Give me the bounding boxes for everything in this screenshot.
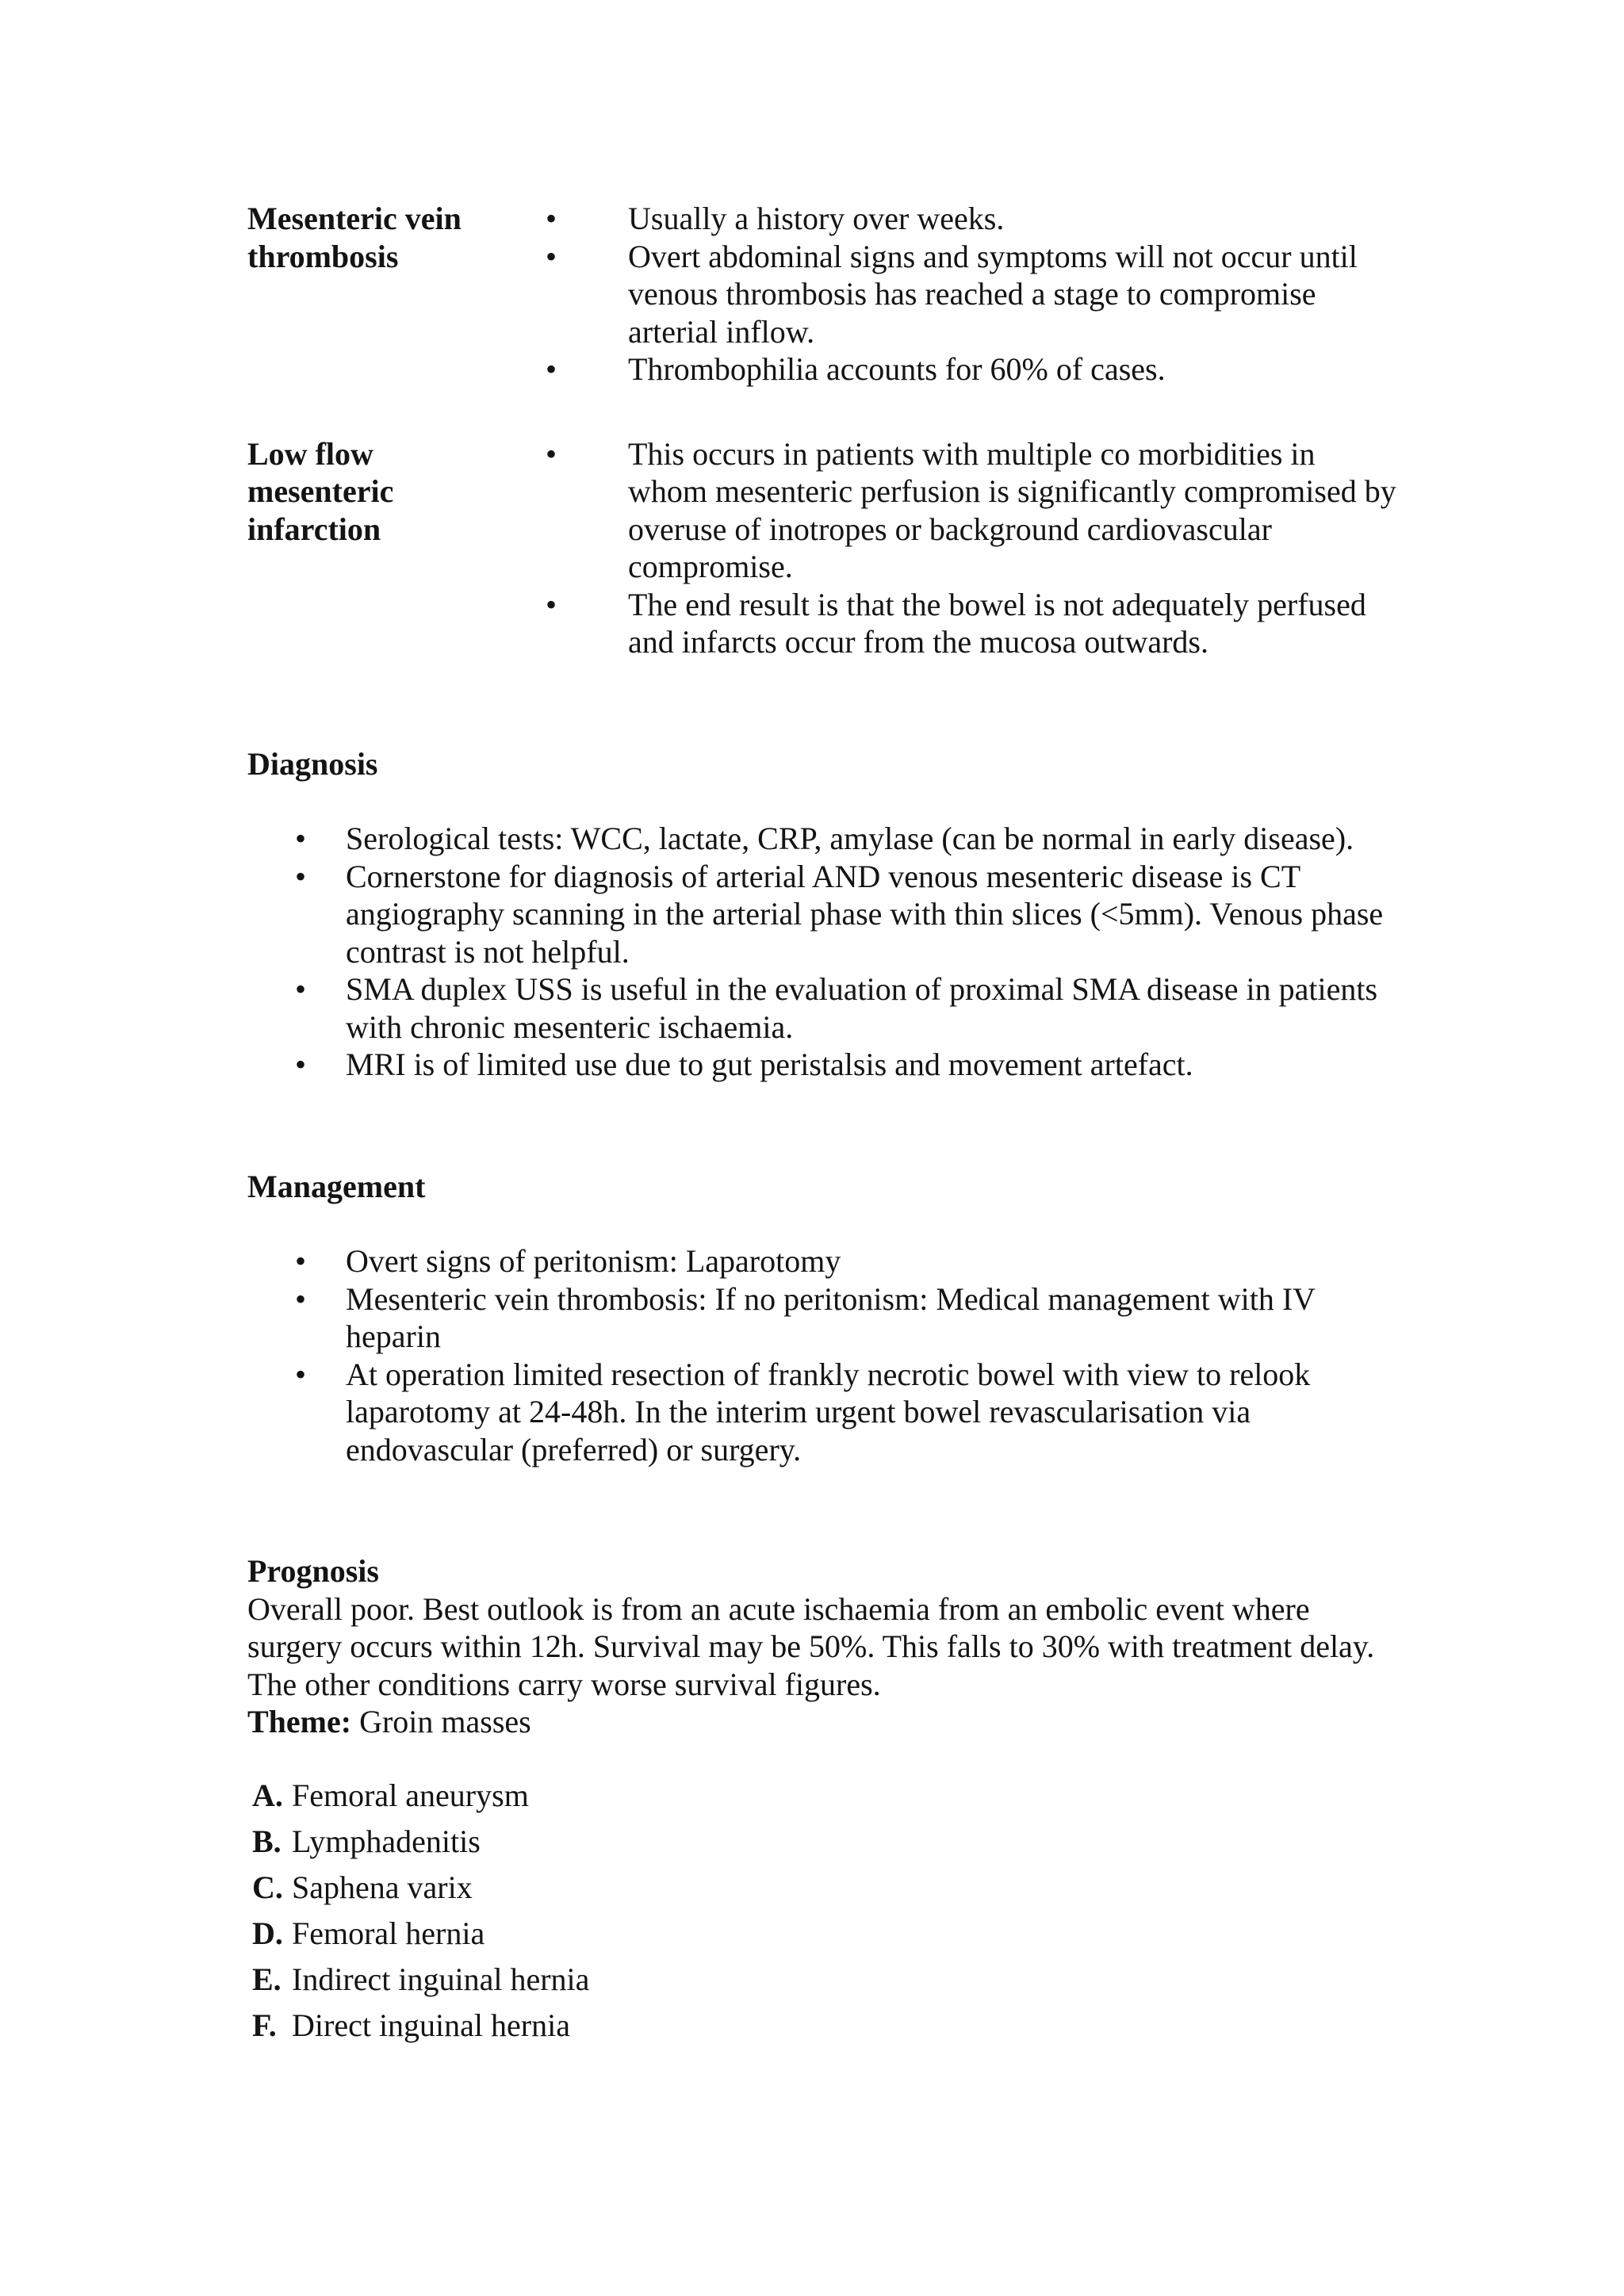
option-text: Direct inguinal hernia: [292, 2007, 570, 2043]
option-letter: D.: [252, 1915, 283, 1951]
list-item: • At operation limited resection of frankly necrotic bowel with view to relook laparotomy at 24-48h. In the interim urgent bowel revascularisation via endovascular (preferred) or surgery.: [247, 1356, 1397, 1469]
list-item: • Overt signs of peritonism: Laparotomy: [247, 1242, 1397, 1280]
section-heading: Prognosis: [247, 1553, 379, 1589]
option-letter: C.: [252, 1869, 283, 1905]
list-item: • Usually a history over weeks.: [561, 200, 1397, 238]
option-text: Femoral aneurysm: [292, 1777, 529, 1813]
condition-label-line: mesenteric: [247, 473, 394, 509]
option-text: Saphena varix: [292, 1869, 473, 1905]
diagnosis-section: [247, 745, 1397, 1084]
list-item: • This occurs in patients with multiple co morbidities in whom mesenteric perfusion is significantly compromised by overuse of inotropes or background cardiovascular compromise.: [561, 435, 1397, 586]
condition-label: [247, 435, 561, 661]
option-item: [247, 1819, 1397, 1865]
answer-options: [247, 1773, 1397, 2049]
theme-label: Theme:: [247, 1704, 352, 1739]
option-letter: A.: [252, 1777, 283, 1813]
condition-label-line: thrombosis: [247, 238, 399, 274]
prognosis-text: Overall poor. Best outlook is from an acute ischaemia from an embolic event where surgery occurs within 12h. Survival may be 50%. This falls to 30% with treatment delay. The other conditions carry worse survival figures.: [247, 1590, 1375, 1702]
list-item: • Mesenteric vein thrombosis: If no peritonism: Medical management with IV heparin: [247, 1280, 1397, 1356]
condition-points: [561, 435, 1397, 661]
condition-label-line: Mesenteric vein: [247, 201, 462, 236]
condition-mesenteric-vein-thrombosis: [247, 200, 1397, 388]
condition-label-line: Low flow: [247, 435, 373, 472]
list-item: • Thrombophilia accounts for 60% of cases.: [561, 350, 1397, 388]
option-item: [247, 1865, 1397, 1911]
section-heading: Diagnosis: [247, 745, 378, 782]
option-item: [247, 1773, 1397, 1819]
document-page: [247, 200, 1397, 2049]
list-item: • Cornerstone for diagnosis of arterial AND venous mesenteric disease is CT angiography scanning in the arterial phase with thin slices (<5mm). Venous phase contrast is not helpful.: [247, 858, 1397, 971]
list-item: • The end result is that the bowel is not adequately perfused and infarcts occur from the mucosa outwards.: [561, 586, 1397, 661]
management-section: [247, 1168, 1397, 1469]
option-item: [247, 2003, 1397, 2049]
condition-label-line: infarction: [247, 511, 381, 547]
list-item: • SMA duplex USS is useful in the evaluation of proximal SMA disease in patients with chronic mesenteric ischaemia.: [247, 970, 1397, 1046]
prognosis-section: [247, 1552, 1397, 1741]
list-item: • MRI is of limited use due to gut peristalsis and movement artefact.: [247, 1046, 1397, 1084]
condition-label: [247, 200, 561, 388]
option-letter: B.: [252, 1823, 282, 1859]
theme-value: Groin masses: [359, 1704, 531, 1739]
option-text: Femoral hernia: [292, 1915, 485, 1951]
option-item: [247, 1911, 1397, 1957]
section-heading: Management: [247, 1168, 426, 1204]
theme-line: [247, 1703, 1397, 1741]
option-text: Indirect inguinal hernia: [292, 1961, 590, 1997]
option-item: [247, 1957, 1397, 2003]
list-item: • Serological tests: WCC, lactate, CRP, amylase (can be normal in early disease).: [247, 820, 1397, 858]
option-text: Lymphadenitis: [292, 1823, 481, 1859]
option-letter: F.: [252, 2007, 277, 2043]
condition-low-flow-mesenteric-infarction: [247, 435, 1397, 661]
option-letter: E.: [252, 1961, 282, 1997]
list-item: • Overt abdominal signs and symptoms will not occur until venous thrombosis has reached a stage to compromise arterial inflow.: [561, 238, 1397, 351]
condition-points: [561, 200, 1397, 388]
